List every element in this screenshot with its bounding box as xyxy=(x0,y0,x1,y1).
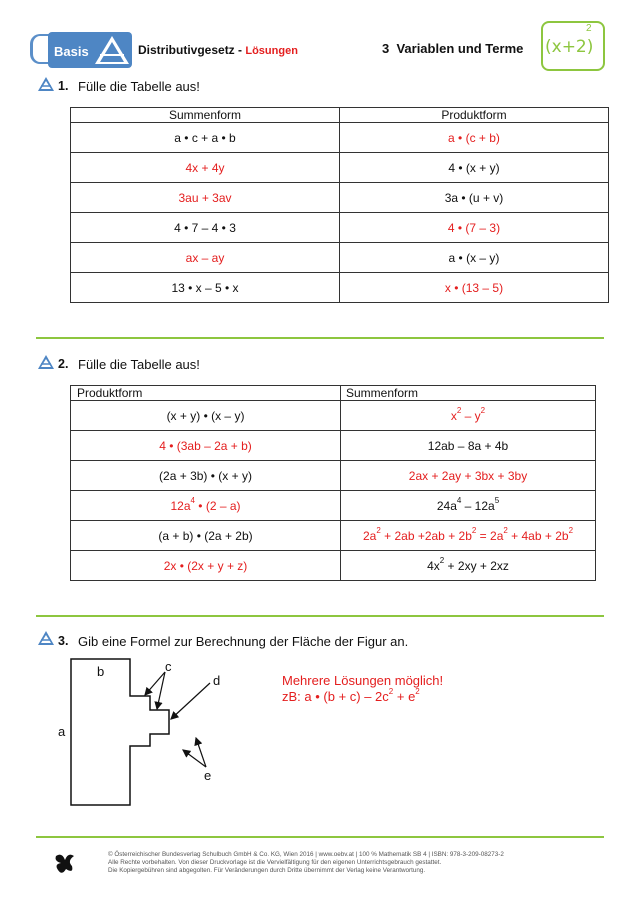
page-title-suffix: Lösungen xyxy=(245,45,298,57)
chapter-title: 3 Variablen und Terme xyxy=(382,41,524,56)
table-cell-left: 2x • (2x + y + z) xyxy=(71,551,341,581)
pyramid-icon xyxy=(92,33,132,67)
table-row xyxy=(71,243,609,273)
page-title-main: Distributivgesetz - xyxy=(138,43,243,57)
table-cell-right: $x^2 - y^2$ xyxy=(341,401,596,431)
basis-task-icon xyxy=(37,630,55,646)
table-row xyxy=(71,153,609,183)
label-a: a xyxy=(58,724,66,739)
table-row xyxy=(71,401,596,431)
basis-task-icon xyxy=(37,76,55,92)
table-cell-right: 4 • (x + y) xyxy=(340,153,609,183)
chapter-badge-exponent: 2 xyxy=(586,23,592,34)
table-cell-right: 2ax + 2ay + 3bx + 3by xyxy=(341,461,596,491)
section-divider xyxy=(36,337,604,339)
task2-number: 2. xyxy=(58,357,69,371)
page-title xyxy=(138,43,298,57)
footer-line-1: © Österreichischer Bundesverlag Schulbuch GmbH & Co. KG, Wien 2016 | www.oebv.at | 100 % Mathematik SB 4 | ISBN: 978-3-209-08273-2 xyxy=(108,851,504,858)
table-cell-left: (2a + 3b) • (x + y) xyxy=(71,461,341,491)
table-cell-left: 4 • 7 – 4 • 3 xyxy=(71,213,340,243)
table-row xyxy=(71,273,609,303)
table-cell-right: $24a^4 - 12a^5$ xyxy=(341,491,596,521)
table-cell-right: $2a^2 + 2ab +2ab + 2b^2 = 2a^2 + 4ab + 2b^2$ xyxy=(341,521,596,551)
label-e: e xyxy=(204,768,212,783)
logo-label: Basis xyxy=(54,44,89,59)
arrow-c2 xyxy=(157,672,165,709)
table-row xyxy=(71,183,609,213)
figure-outline xyxy=(71,659,169,805)
task1-header-col1: Summenform xyxy=(71,108,340,123)
table-cell-left: (x + y) • (x – y) xyxy=(71,401,341,431)
table-cell-right: 4 • (7 – 3) xyxy=(340,213,609,243)
solution-formula: zB: a • $(b + c) - 2c^2 + e^2$ xyxy=(282,686,420,704)
chapter-badge-text: (x+2) xyxy=(545,37,594,57)
table-cell-left: (a + b) • (2a + 2b) xyxy=(71,521,341,551)
table-cell-left: 3au + 3av xyxy=(71,183,340,213)
label-d: d xyxy=(213,673,221,688)
task2-header-col2: Summenform xyxy=(341,386,596,401)
task1-instruction: Fülle die Tabelle aus! xyxy=(78,79,200,94)
table-cell-left: ax – ay xyxy=(71,243,340,273)
section-divider xyxy=(36,615,604,617)
table-cell-right: x • (13 – 5) xyxy=(340,273,609,303)
basis-task-icon xyxy=(37,354,55,370)
task3-instruction: Gib eine Formel zur Berechnung der Fläche der Figur an. xyxy=(78,634,409,649)
table-row xyxy=(71,521,596,551)
solution-note: Mehrere Lösungen möglich! xyxy=(282,673,444,688)
footer-copyright xyxy=(108,851,504,875)
footer-line-2: Alle Rechte vorbehalten. Von dieser Druckvorlage ist die Vervielfältigung für den eigenen Unterrichtsgebrauch gestattet. xyxy=(108,859,442,866)
arrow-d xyxy=(171,683,210,719)
table-cell-left: 4 • (3ab – 2a + b) xyxy=(71,431,341,461)
table-row xyxy=(71,213,609,243)
table-cell-right: $4x^2 + 2xy + 2xz$ xyxy=(341,551,596,581)
table-row xyxy=(71,491,596,521)
task2-instruction: Fülle die Tabelle aus! xyxy=(78,357,200,372)
table-cell-right: 12ab – 8a + 4b xyxy=(341,431,596,461)
footer-divider xyxy=(36,836,604,838)
table-cell-left: $12a^4$ • (2 – a) xyxy=(71,491,341,521)
table-cell-left: 4x + 4y xyxy=(71,153,340,183)
label-b: b xyxy=(97,664,105,679)
task2-table xyxy=(70,385,596,581)
table-cell-right: 3a • (u + v) xyxy=(340,183,609,213)
table-cell-left: a • c + a • b xyxy=(71,123,340,153)
label-c: c xyxy=(165,659,172,674)
publisher-logo xyxy=(52,850,78,876)
task1-table xyxy=(70,107,609,303)
task2-header-col1: Produktform xyxy=(71,386,341,401)
task3-number: 3. xyxy=(58,634,69,648)
table-row xyxy=(71,123,609,153)
task1-header-col2: Produktform xyxy=(340,108,609,123)
footer-line-3: Die Kopiergebühren sind abgegolten. Für Veränderungen durch Dritte übernimmt der Verlag keine Verantwortung. xyxy=(108,867,426,874)
task1-number: 1. xyxy=(58,79,69,93)
table-row xyxy=(71,461,596,491)
table-cell-left: 13 • x – 5 • x xyxy=(71,273,340,303)
table-row xyxy=(71,551,596,581)
table-cell-right: a • (c + b) xyxy=(340,123,609,153)
table-row xyxy=(71,431,596,461)
table-cell-right: a • (x – y) xyxy=(340,243,609,273)
